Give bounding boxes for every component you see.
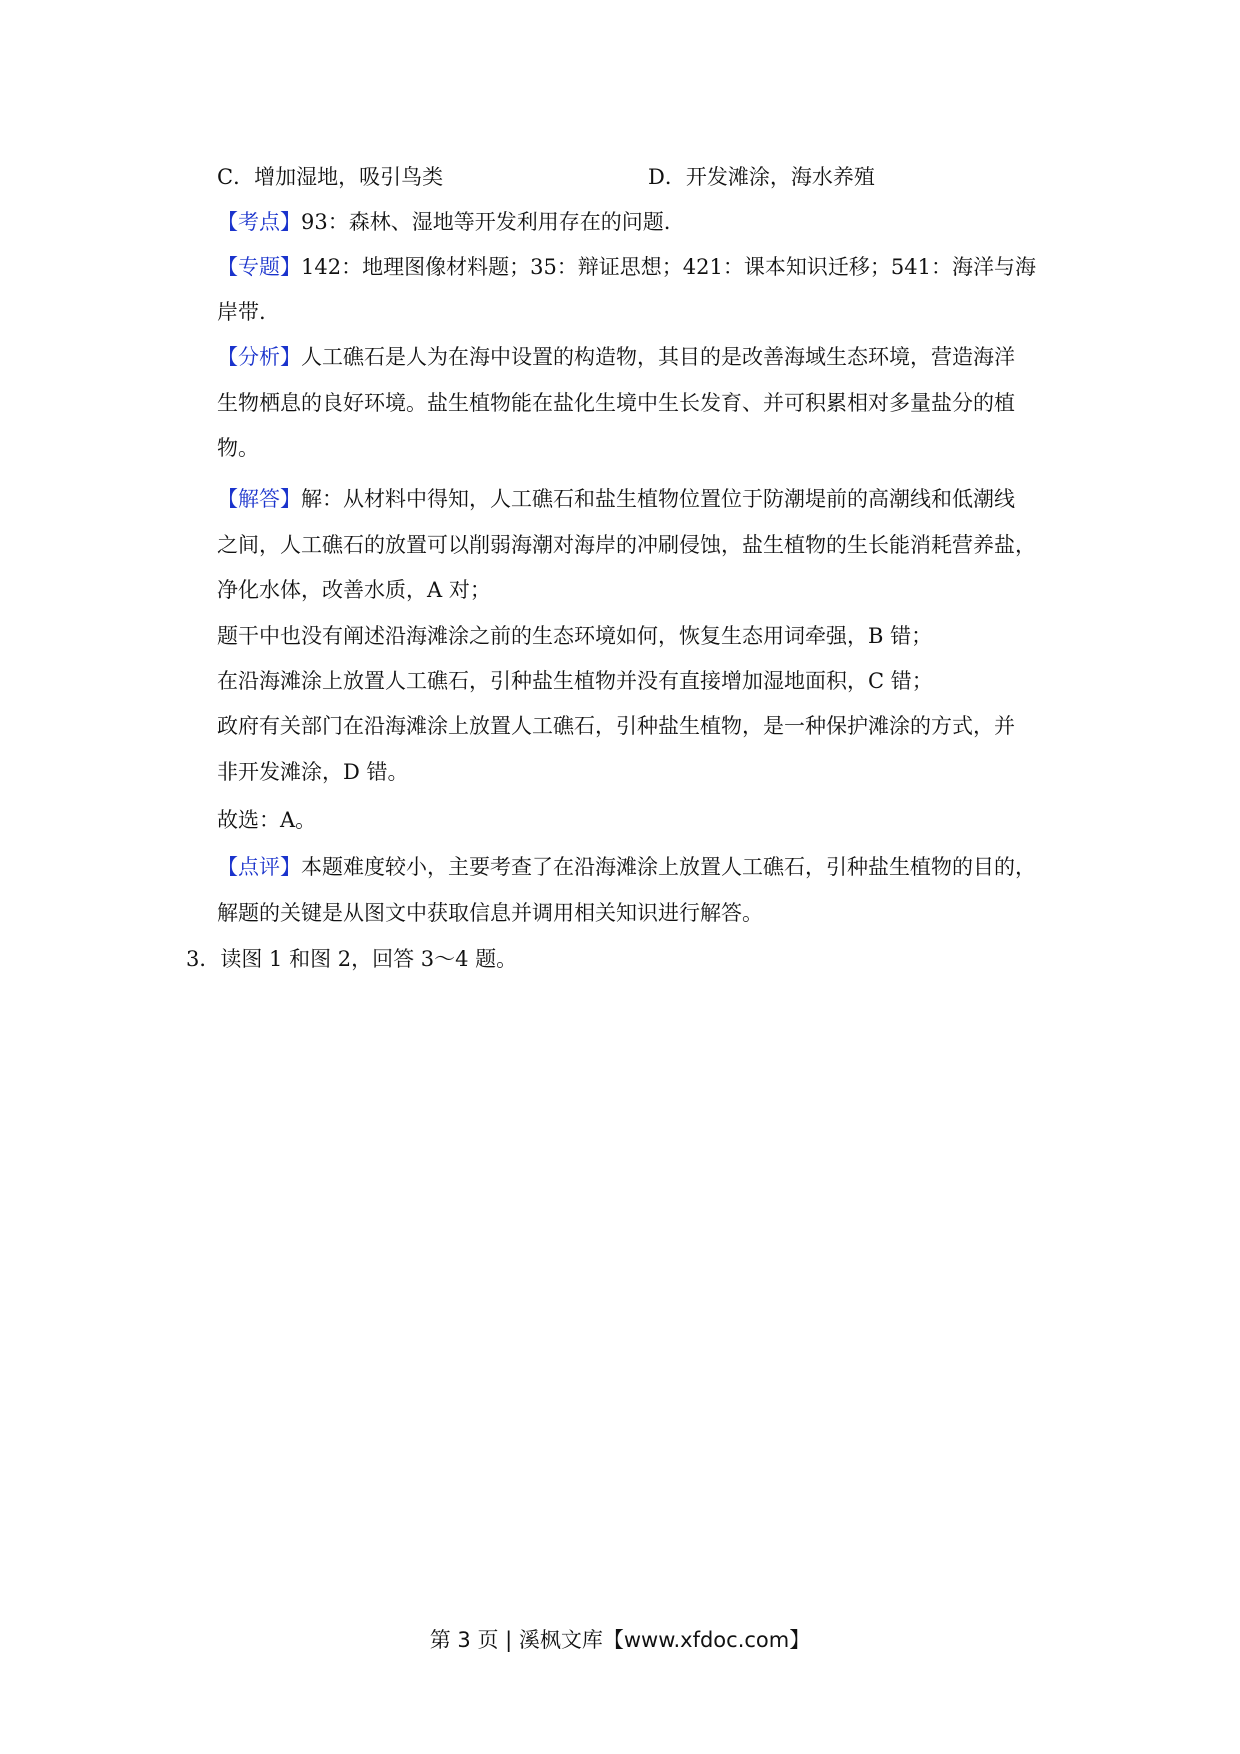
fenxi-text-2: 生物栖息的良好环境。盐生植物能在盐化生境中生长发育、并可积累相对多量盐分的植	[217, 391, 1015, 415]
kaodian-tag: 【考点】	[217, 210, 301, 234]
dianping-text-1: 本题难度较小，主要考查了在沿海滩涂上放置人工礁石，引种盐生植物的目的，	[301, 855, 1036, 879]
jieda-text-5: 在沿海滩涂上放置人工礁石，引种盐生植物并没有直接增加湿地面积，C 错；	[217, 669, 933, 693]
dianping-line-1	[217, 853, 1036, 881]
jieda-text-6: 政府有关部门在沿海滩涂上放置人工礁石，引种盐生植物，是一种保护滩涂的方式，并	[217, 714, 1015, 738]
fenxi-line-1	[217, 343, 1015, 371]
page-footer: 第 3 页 | 溪枫文库【www.xfdoc.com】	[429, 1628, 811, 1652]
question-3: 3．读图 1 和图 2，回答 3～4 题。	[186, 947, 518, 971]
jieda-text-2: 之间，人工礁石的放置可以削弱海潮对海岸的冲刷侵蚀，盐生植物的生长能消耗营养盐，	[217, 533, 1036, 557]
zhuanti-text-1: 142：地理图像材料题；35：辩证思想；421：课本知识迁移；541：海洋与海	[301, 255, 1036, 279]
jieda-text-3: 净化水体，改善水质，A 对；	[217, 578, 491, 602]
zhuanti-text-2: 岸带.	[217, 300, 266, 324]
kaodian-line	[217, 208, 670, 236]
jieda-text-7: 非开发滩涂，D 错。	[217, 760, 409, 784]
option-row	[217, 163, 443, 191]
jieda-tag: 【解答】	[217, 487, 301, 511]
option-c: C．增加湿地，吸引鸟类	[217, 165, 444, 189]
jieda-line-1	[217, 485, 1015, 513]
fenxi-text-3: 物。	[217, 436, 259, 460]
jieda-text-4: 题干中也没有阐述沿海滩涂之前的生态环境如何，恢复生态用词牵强，B 错；	[217, 624, 933, 648]
dianping-tag: 【点评】	[217, 855, 301, 879]
fenxi-tag: 【分析】	[217, 345, 301, 369]
fenxi-text-1: 人工礁石是人为在海中设置的构造物，其目的是改善海域生态环境，营造海洋	[301, 345, 1015, 369]
jieda-text-8: 故选：A。	[217, 808, 317, 832]
jieda-text-1: 解：从材料中得知，人工礁石和盐生植物位置位于防潮堤前的高潮线和低潮线	[301, 487, 1015, 511]
kaodian-text: 93：森林、湿地等开发利用存在的问题.	[301, 210, 671, 234]
dianping-text-2: 解题的关键是从图文中获取信息并调用相关知识进行解答。	[217, 901, 763, 925]
zhuanti-tag: 【专题】	[217, 255, 301, 279]
option-d: D．开发滩涂，海水养殖	[648, 165, 875, 189]
zhuanti-line-1	[217, 253, 1036, 281]
